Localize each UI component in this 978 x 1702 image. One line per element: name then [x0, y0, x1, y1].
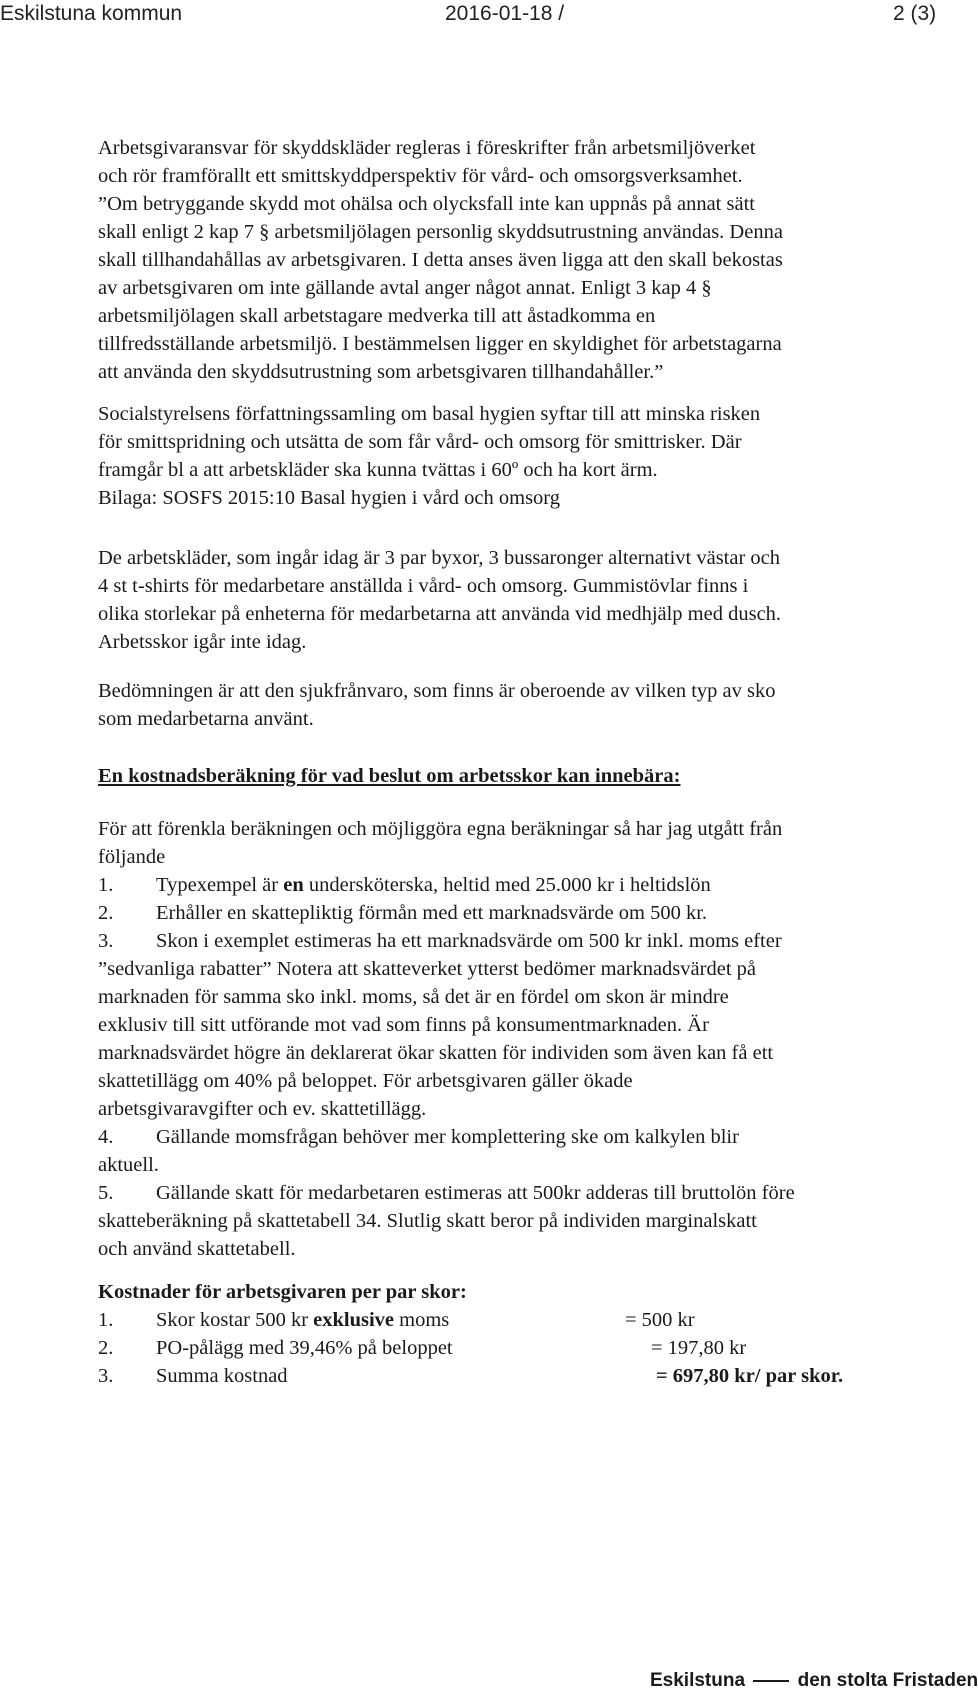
emphasis: en — [283, 874, 304, 896]
list-number: 3. — [98, 930, 114, 952]
list-item: 4. Gällande momsfrågan behöver mer komplettering ske om kalkylen blir — [98, 1123, 948, 1151]
list-item: 3. Skon i exemplet estimeras ha ett marknadsvärde om 500 kr inkl. moms efter — [98, 927, 948, 955]
paragraph-line: för smittspridning och utsätta de som får vård- och omsorg för smittrisker. Där — [98, 431, 742, 453]
footer-dash — [753, 1680, 789, 1682]
cost-value: = 500 kr — [625, 1309, 695, 1331]
paragraph-line: av arbetsgivaren om inte gällande avtal anger något annat. Enligt 3 kap 4 § — [98, 277, 712, 299]
paragraph-line: och rör framförallt ett smittskyddperspektiv för vård- och omsorgsverksamhet. — [98, 165, 743, 187]
list-number: 3. — [98, 1365, 114, 1387]
paragraph-regulations — [98, 134, 948, 386]
list-item-continuation: skattetillägg om 40% på beloppet. För arbetsgivaren gäller ökade — [98, 1070, 633, 1092]
calculation-assumptions — [98, 815, 948, 1263]
cost-row — [98, 1362, 948, 1390]
paragraph-line: ”Om betryggande skydd mot ohälsa och olycksfall inte kan uppnås på annat sätt — [98, 193, 755, 215]
paragraph-current-clothing — [98, 544, 948, 656]
list-item-continuation: exklusiv till sitt utförande mot vad som finns på konsumentmarknaden. Är — [98, 1014, 709, 1036]
list-item-continuation: marknadsvärdet högre än deklarerat ökar skatten för individen som även kan få ett — [98, 1042, 774, 1064]
header-page-number: 2 (3) — [893, 2, 937, 25]
attachment-reference: Bilaga: SOSFS 2015:10 Basal hygien i vård och omsorg — [98, 487, 561, 509]
list-item-continuation: aktuell. — [98, 1154, 159, 1176]
list-number: 4. — [98, 1126, 114, 1148]
paragraph-line: att använda den skyddsutrustning som arbetsgivaren tillhandahåller.” — [98, 361, 664, 383]
list-item: 1. Typexempel är en undersköterska, heltid med 25.000 kr i heltidslön — [98, 871, 948, 899]
cost-table — [98, 1306, 948, 1390]
list-item-continuation: skatteberäkning på skattetabell 34. Slutlig skatt beror på individen marginalskatt — [98, 1210, 757, 1232]
paragraph-line: Bedömningen är att den sjukfrånvaro, som finns är oberoende av vilken typ av sko — [98, 680, 776, 702]
cost-value: = 197,80 kr — [651, 1337, 747, 1359]
cost-description: PO-pålägg med 39,46% på beloppet — [156, 1337, 453, 1359]
paragraph-hygiene — [98, 400, 948, 512]
paragraph-line: tillfredsställande arbetsmiljö. I bestämmelsen ligger en skyldighet för arbetstagarna — [98, 333, 782, 355]
list-item-continuation: och använd skattetabell. — [98, 1238, 296, 1260]
cost-row — [98, 1306, 948, 1334]
paragraph-line: De arbetskläder, som ingår idag är 3 par byxor, 3 bussaronger alternativt västar och — [98, 547, 781, 569]
list-number: 5. — [98, 1182, 114, 1204]
emphasis: exklusive — [313, 1309, 395, 1331]
list-item-continuation: marknaden för samma sko inkl. moms, så det är en fördel om skon är mindre — [98, 986, 729, 1008]
cost-total: = 697,80 kr/ par skor. — [656, 1365, 844, 1387]
cost-description: Skor kostar 500 kr exklusive moms — [156, 1309, 450, 1331]
list-item-continuation: arbetsgivaravgifter och ev. skattetillägg. — [98, 1098, 427, 1120]
section-heading-employer-costs: Kostnader för arbetsgivaren per par skor: — [98, 1281, 467, 1303]
paragraph-line: arbetsmiljölagen skall arbetstagare medverka till att åstadkomma en — [98, 305, 656, 327]
paragraph-line: För att förenkla beräkningen och möjliggöra egna beräkningar så har jag utgått från — [98, 818, 783, 840]
header-date: 2016-01-18 / — [445, 2, 565, 25]
paragraph-line: skall enligt 2 kap 7 § arbetsmiljölagen personlig skyddsutrustning användas. Denna — [98, 221, 783, 243]
section-heading-cost-calculation: En kostnadsberäkning för vad beslut om arbetsskor kan innebära: — [98, 765, 681, 787]
paragraph-line: 4 st t-shirts för medarbetare anställda i vård- och omsorg. Gummistövlar finns i — [98, 575, 749, 597]
footer-slogan — [650, 1670, 978, 1692]
paragraph-line: olika storlekar på enheterna för medarbetarna att använda vid medhjälp med dusch. — [98, 603, 782, 625]
paragraph-line: Arbetsgivaransvar för skyddskläder regleras i föreskrifter från arbetsmiljöverket — [98, 137, 756, 159]
paragraph-line: som medarbetarna använt. — [98, 708, 314, 730]
paragraph-line: Socialstyrelsens författningssamling om basal hygien syftar till att minska risken — [98, 403, 761, 425]
list-number: 1. — [98, 874, 114, 896]
footer-tagline: den stolta Fristaden — [797, 1670, 978, 1691]
paragraph-assessment — [98, 677, 948, 733]
header-organization: Eskilstuna kommun — [0, 2, 183, 25]
cost-row — [98, 1334, 948, 1362]
paragraph-line: framgår bl a att arbetskläder ska kunna tvättas i 60º och ha kort ärm. — [98, 459, 658, 481]
paragraph-line: följande — [98, 846, 166, 868]
list-item-continuation: ”sedvanliga rabatter” Notera att skatteverket ytterst bedömer marknadsvärdet på — [98, 958, 756, 980]
list-item: 2. Erhåller en skattepliktig förmån med ett marknadsvärde om 500 kr. — [98, 899, 948, 927]
list-number: 1. — [98, 1309, 114, 1331]
cost-description: Summa kostnad — [156, 1365, 288, 1387]
list-number: 2. — [98, 1337, 114, 1359]
list-item: 5. Gällande skatt för medarbetaren estimeras att 500kr adderas till bruttolön före — [98, 1179, 948, 1207]
list-number: 2. — [98, 902, 114, 924]
paragraph-line: Arbetsskor igår inte idag. — [98, 631, 307, 653]
paragraph-line: skall tillhandahållas av arbetsgivaren. I detta anses även ligga att den skall bekostas — [98, 249, 783, 271]
footer-city: Eskilstuna — [650, 1670, 746, 1691]
